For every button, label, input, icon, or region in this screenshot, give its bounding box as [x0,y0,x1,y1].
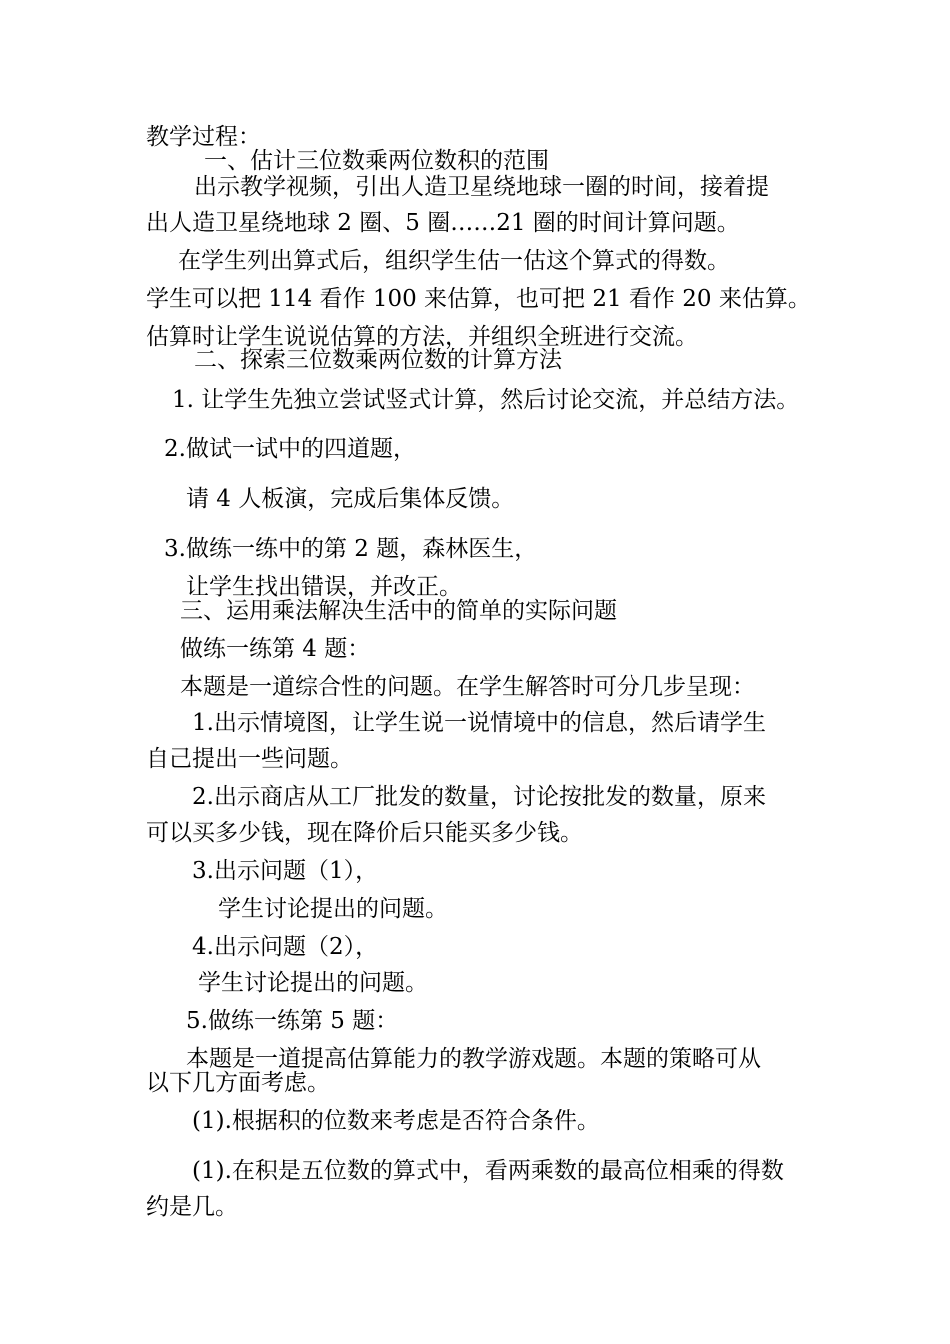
list-item: 5.做练一练第 5 题： [186,1008,399,1034]
paragraph-line: 约是几。 [146,1194,238,1220]
list-item: 1. 让学生先独立尝试竖式计算，然后讨论交流，并总结方法。 [172,387,800,413]
paragraph-line: 以下几方面考虑。 [146,1070,330,1096]
paragraph-line: 自己提出一些问题。 [146,746,353,772]
list-item: (1).在积是五位数的算式中，看两乘数的最高位相乘的得数 [192,1158,784,1184]
paragraph-line: 学生讨论提出的问题。 [218,896,448,922]
paragraph-line: 在学生列出算式后，组织学生估一估这个算式的得数。 [178,248,730,274]
section-heading-1: 一、估计三位数乘两位数积的范围 [204,148,549,174]
list-item: 4.出示问题（2）， [192,934,379,960]
paragraph-line: 估算时让学生说说估算的方法，并组织全班进行交流。 [146,324,698,350]
list-item: 1.出示情境图，让学生说一说情境中的信息，然后请学生 [192,710,766,736]
paragraph-line: 学生讨论提出的问题。 [198,970,428,996]
paragraph-line: 可以买多少钱，现在降价后只能买多少钱。 [146,820,583,846]
section-heading-3: 三、运用乘法解决生活中的简单的实际问题 [180,598,617,624]
list-item: 3.做练一练中的第 2 题，森林医生， [164,536,538,562]
paragraph-line: 出人造卫星绕地球 2 圈、5 圈……21 圈的时间计算问题。 [146,210,740,236]
list-item: (1).根据积的位数来考虑是否符合条件。 [192,1108,600,1134]
paragraph-line: 做练一练第 4 题： [180,636,371,662]
paragraph-line: 本题是一道提高估算能力的教学游戏题。本题的策略可从 [186,1046,761,1072]
paragraph-line: 出示教学视频，引出人造卫星绕地球一圈的时间，接着提 [194,174,769,200]
list-item: 2.做试一试中的四道题， [164,436,416,462]
list-item: 3.出示问题（1）， [192,858,379,884]
paragraph-line: 学生可以把 114 看作 100 来估算，也可把 21 看作 20 来估算。 [146,286,811,312]
list-item: 2.出示商店从工厂批发的数量，讨论按批发的数量，原来 [192,784,766,810]
paragraph-line: 让学生找出错误，并改正。 [186,574,462,600]
section-heading-2: 二、探索三位数乘两位数的计算方法 [194,347,562,373]
paragraph-line: 请 4 人板演，完成后集体反馈。 [186,486,515,512]
section-heading-process: 教学过程： [146,124,261,150]
paragraph-line: 本题是一道综合性的问题。在学生解答时可分几步呈现： [180,674,755,700]
